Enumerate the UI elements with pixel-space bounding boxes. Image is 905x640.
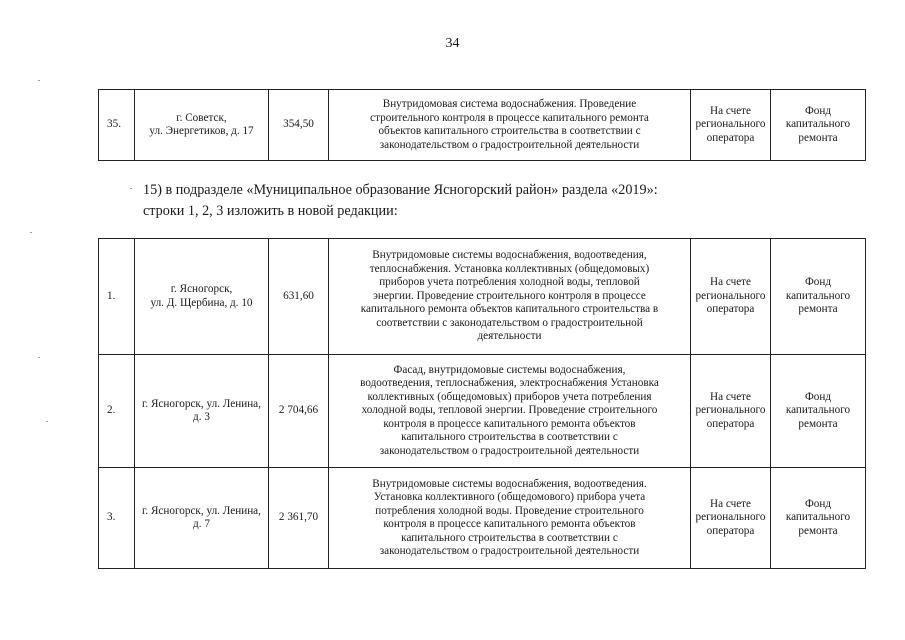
fund-line: капитального xyxy=(785,118,851,131)
address-line: г. Ясногорск, ул. Ленина, xyxy=(142,504,261,517)
address-line: ул. Д. Щербина, д. 10 xyxy=(150,296,253,309)
address-cell xyxy=(135,239,269,355)
account-cell xyxy=(691,239,771,355)
account-line: регионального xyxy=(695,511,766,524)
works-line: законодательством о градостроительной деятельности xyxy=(379,138,640,151)
address-cell xyxy=(135,90,269,161)
address-line: г. Ясногорск, xyxy=(170,283,233,295)
paragraph-line: 15) в подразделе «Муниципальное образование Ясногорский район» раздела «2019»: xyxy=(143,182,658,198)
area-cell: 2 361,70 xyxy=(269,468,329,569)
works-line: теплоснабжения. Установка коллективных (общедомовых) xyxy=(369,262,650,275)
address-cell xyxy=(135,355,269,468)
works-cell xyxy=(329,355,691,468)
account-line: оператора xyxy=(706,417,755,430)
fund-line: Фонд xyxy=(804,497,832,510)
page-number: 34 xyxy=(445,36,460,51)
works-line: строительного контроля в процессе капитального ремонта xyxy=(370,111,649,124)
works-table xyxy=(98,238,866,569)
row-number: 35. xyxy=(99,90,135,161)
works-line: коллективных (общедомовых) приборов учета потребления xyxy=(367,390,652,403)
works-line: энергии. Проведение строительного контроля в процессе xyxy=(373,289,646,302)
fund-cell xyxy=(771,468,866,569)
account-line: На счете xyxy=(709,104,752,117)
works-line: законодательством о градостроительной деятельности xyxy=(379,444,640,457)
scan-speck xyxy=(38,80,40,81)
table-row xyxy=(99,239,866,355)
works-line: Внутридомовая система водоснабжения. Проведение xyxy=(382,98,637,110)
works-line: законодательством о градостроительной деятельности xyxy=(379,545,640,557)
address-line: д. 3 xyxy=(193,411,210,423)
fund-line: ремонта xyxy=(798,524,838,537)
account-line: На счете xyxy=(709,497,752,510)
account-cell xyxy=(691,355,771,468)
address-cell xyxy=(135,468,269,569)
works-cell xyxy=(329,239,691,355)
account-line: регионального xyxy=(695,118,766,131)
works-table-continued xyxy=(98,89,866,161)
works-line: Установка коллективного (общедомового) прибора учета xyxy=(373,491,646,503)
fund-line: ремонта xyxy=(798,131,838,144)
row-number: 2. xyxy=(99,355,135,468)
table-row xyxy=(99,90,866,161)
account-line: На счете xyxy=(709,390,752,403)
works-line: капитального ремонта объектов капитального строительства в xyxy=(360,303,659,316)
works-line: Фасад, внутридомовые системы водоснабжения, xyxy=(393,363,626,376)
works-line: потребления холодной воды. Проведение строительного xyxy=(375,504,644,517)
table-row xyxy=(99,355,866,468)
row-number: 1. xyxy=(99,239,135,355)
fund-line: Фонд xyxy=(804,104,832,117)
account-line: На счете xyxy=(709,276,752,289)
fund-line: ремонта xyxy=(798,417,838,430)
works-line: холодной воды, тепловой энергии. Проведение строительного xyxy=(361,404,658,417)
works-line: приборов учета потребления холодной воды, тепловой xyxy=(379,276,640,289)
account-line: регионального xyxy=(695,289,766,302)
paragraph-line: строки 1, 2, 3 изложить в новой редакции: xyxy=(143,203,398,219)
account-line: оператора xyxy=(706,303,755,316)
account-cell xyxy=(691,468,771,569)
fund-line: ремонта xyxy=(798,303,838,316)
fund-line: Фонд xyxy=(804,390,832,403)
area-cell: 2 704,66 xyxy=(269,355,329,468)
row-number: 3. xyxy=(99,468,135,569)
scan-speck xyxy=(130,188,132,189)
works-cell xyxy=(329,468,691,569)
fund-line: Фонд xyxy=(804,276,832,289)
fund-line: капитального xyxy=(785,404,851,417)
works-cell xyxy=(329,90,691,161)
address-line: д. 7 xyxy=(193,518,210,530)
works-line: контроля в процессе капитального ремонта объектов xyxy=(383,417,636,430)
account-cell xyxy=(691,90,771,161)
fund-line: капитального xyxy=(785,289,851,302)
works-line: Внутридомовые системы водоснабжения, водоотведения, xyxy=(372,249,647,262)
area-cell: 631,60 xyxy=(269,239,329,355)
address-line: г. Ясногорск, ул. Ленина, xyxy=(142,397,261,410)
works-line: объектов капитального строительства в соответствии с xyxy=(378,125,641,137)
scan-speck xyxy=(46,421,48,422)
amendment-paragraph xyxy=(143,180,843,222)
address-line: ул. Энергетиков, д. 17 xyxy=(149,125,254,137)
address-line: г. Советск, xyxy=(176,111,227,124)
works-line: Внутридомовые системы водоснабжения, водоотведения. xyxy=(372,477,647,490)
works-line: капитального строительства в соответствии с xyxy=(401,531,618,544)
table-row xyxy=(99,468,866,569)
fund-cell xyxy=(771,355,866,468)
scan-speck xyxy=(38,357,40,358)
account-line: регионального xyxy=(695,404,766,417)
fund-cell xyxy=(771,90,866,161)
works-line: соответствии с законодательством о градостроительной xyxy=(376,316,643,329)
works-line: водоотведения, теплоснабжения, электроснабжения Установка xyxy=(360,377,659,390)
works-line: капитального строительства в соответствии с xyxy=(401,431,618,444)
area-cell: 354,50 xyxy=(269,90,329,161)
fund-line: капитального xyxy=(785,511,851,524)
fund-cell xyxy=(771,239,866,355)
works-line: деятельности xyxy=(477,330,542,343)
account-line: оператора xyxy=(706,131,755,144)
account-line: оператора xyxy=(706,524,755,537)
scan-speck xyxy=(30,232,32,233)
works-line: контроля в процессе капитального ремонта объектов xyxy=(383,518,636,530)
